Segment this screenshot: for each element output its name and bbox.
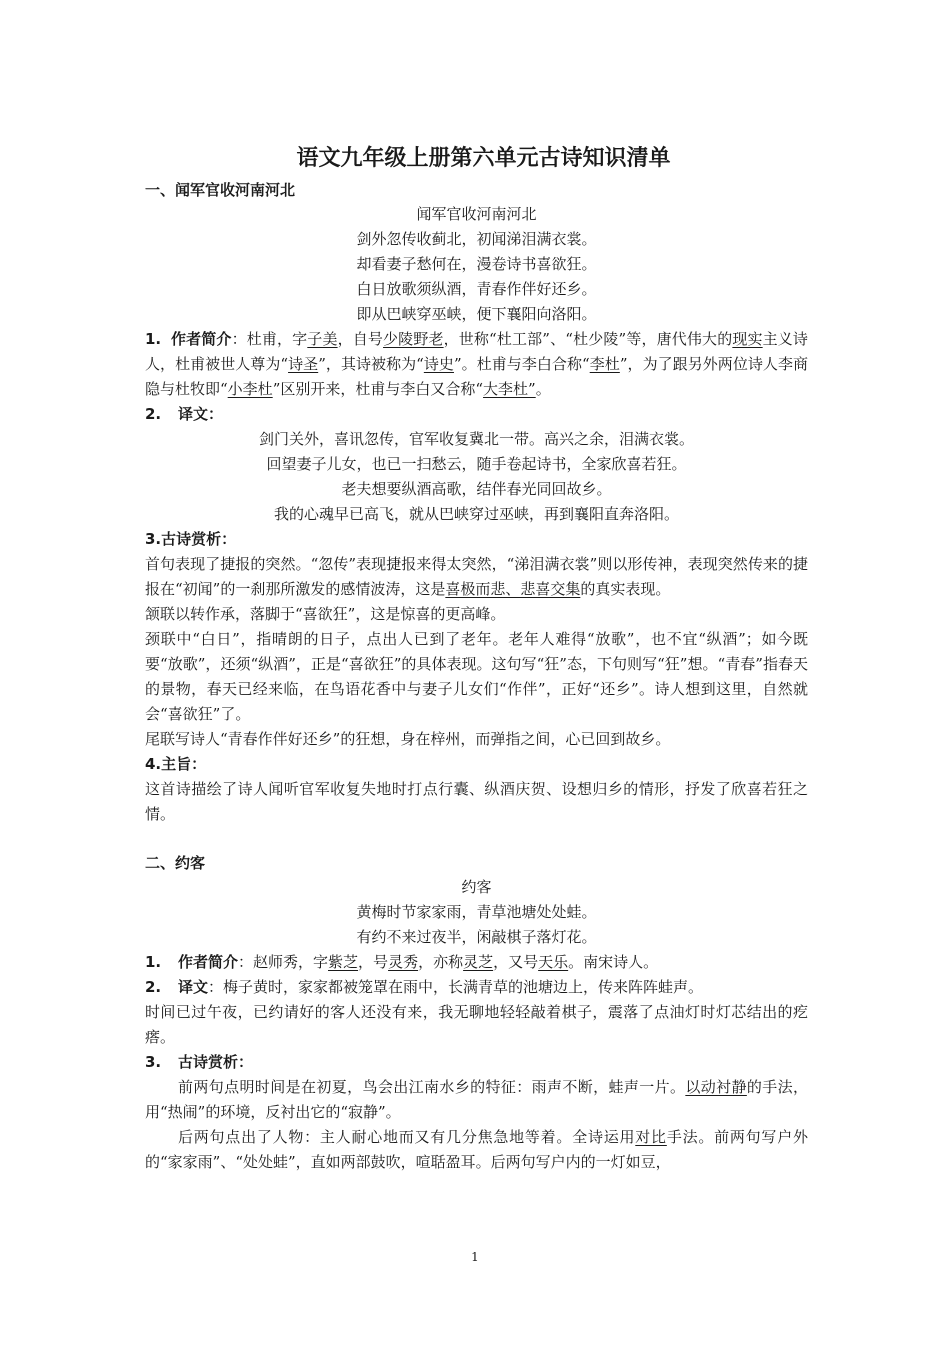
item-number: 3. <box>145 1053 162 1071</box>
poem-line: 白日放歌须纵酒，青春作伴好还乡。 <box>356 280 597 298</box>
poem-title: 闻军官收河南河北 <box>416 205 537 223</box>
theme-heading: 4.主旨： <box>145 755 207 773</box>
keyword-underlined: 以动衬静 <box>685 1078 747 1096</box>
text-run: ”，其诗被称为“ <box>318 355 424 373</box>
appreciation-paragraph: 颈联中“白日”，指晴朗的日子，点出人已到了老年。老年人难得“放歌”，也不宜“纵酒”；如今既要“放歌”，还须“纵酒”，正是“喜欲狂”的具体表现。这句写“狂”态，下句则写“狂”想。“青春”指春天的景物，春天已经来临，在鸟语花香中与妻子儿女们“作伴”，正好“还乡”。诗人想到这里，自然就会“喜欲狂”了。 <box>145 630 808 723</box>
text-run: 后两句点出了人物：主人耐心地而又有几分焦急地等着。全诗运用 <box>178 1128 636 1146</box>
text-run: 首句表现了捷报的突然。“忽传”表现捷报来得太突然，“涕泪满衣裳”则以形传神，表现突然传来的捷报在“初闻”的一刹那所激发的感情波涛，这是 <box>145 555 808 598</box>
text-run: 前两句点明时间是在初夏，鸟会出江南水乡的特征：雨声不断，蛙声一片。 <box>178 1078 686 1096</box>
author-intro-1 <box>145 327 808 402</box>
keyword-underlined: 紫芝 <box>328 953 359 971</box>
appreciation-paragraph: 尾联写诗人“青春作伴好还乡”的狂想，身在梓州，而弹指之间，心已回到故乡。 <box>145 730 671 748</box>
item-number: 2. <box>145 978 162 996</box>
translation-line: 我的心魂早已高飞，就从巴峡穿过巫峡，再到襄阳直奔洛阳。 <box>273 505 679 523</box>
text-run: ，又号 <box>493 953 539 971</box>
text-run: ：梅子黄时，家家都被笼罩在雨中，长满青草的池塘边上，传来阵阵蛙声。 <box>208 978 704 996</box>
translation-2-continued: 时间已过午夜，已约请好的客人还没有来，我无聊地轻轻敲着棋子，震落了点油灯时灯芯结出的疙瘩。 <box>145 1003 808 1046</box>
item-number: 2. <box>145 405 162 423</box>
text-run: ，世称“杜工部”、“杜少陵”等，唐代伟大的 <box>443 330 733 348</box>
text-run: ”。杜甫与李白合称“ <box>453 355 590 373</box>
page-number: 1 <box>471 1250 479 1264</box>
text-run: ： <box>238 1053 254 1071</box>
poem-line: 却看妻子愁何在，漫卷诗书喜欲狂。 <box>356 255 597 273</box>
item-number: 1. <box>145 330 162 348</box>
author-intro-2 <box>145 950 808 975</box>
section-spacer <box>145 827 808 851</box>
translation-line: 老夫想要纵酒高歌，结伴春光同回故乡。 <box>341 480 612 498</box>
keyword-underlined: 灵芝 <box>463 953 494 971</box>
keyword-underlined: 对比 <box>635 1128 667 1146</box>
poem-title: 约客 <box>461 878 492 896</box>
section-heading-2: 二、约客 <box>145 854 206 872</box>
page-title: 语文九年级上册第六单元古诗知识清单 <box>296 146 671 171</box>
text-run: ，自号 <box>337 330 384 348</box>
text-run: 的手法，用“热闹”的环境，反衬出它的“寂静”。 <box>145 1078 808 1121</box>
text-run: ：赵师秀，字 <box>238 953 329 971</box>
item-label: 译文 <box>178 978 209 996</box>
appreciation-paragraph: 颔联以转作承，落脚于“喜欲狂”，这是惊喜的更高峰。 <box>145 605 506 623</box>
poem-line: 剑外忽传收蓟北，初闻涕泪满衣裳。 <box>356 230 597 248</box>
text-run: ，亦称 <box>418 953 464 971</box>
poem-line: 即从巴峡穿巫峡，便下襄阳向洛阳。 <box>356 305 597 323</box>
keyword-underlined: 小李杜 <box>227 380 273 398</box>
text-run: 。 <box>535 380 551 398</box>
appreciation-paragraph <box>145 552 808 602</box>
translation-line: 剑门关外，喜讯忽传，官军收复冀北一带。高兴之余，泪满衣裳。 <box>258 430 694 448</box>
poem-line: 有约不来过夜半，闲敲棋子落灯花。 <box>356 928 597 946</box>
item-label: 作者简介 <box>178 953 239 971</box>
text-run: 的真实表现。 <box>580 580 671 598</box>
text-run: ：杜甫，字 <box>231 330 308 348</box>
keyword-underlined: 子美 <box>307 330 338 348</box>
poem-line: 黄梅时节家家雨，青草池塘处处蛙。 <box>356 903 597 921</box>
appreciation-heading-2 <box>145 1050 808 1075</box>
text-run: 主义诗人，杜甫被世人尊为“ <box>145 330 808 373</box>
item-label: 译文 <box>178 405 209 423</box>
keyword-underlined: 李杜 <box>589 355 620 373</box>
appreciation-heading-1: 3.古诗赏析： <box>145 530 237 548</box>
text-run: 。南宋诗人。 <box>568 953 659 971</box>
appreciation-paragraph <box>145 1075 808 1125</box>
page-content <box>145 140 808 1175</box>
keyword-underlined: 现实 <box>732 330 763 348</box>
text-run: ： <box>208 405 224 423</box>
translation-2 <box>145 975 808 1000</box>
appreciation-paragraph <box>145 1125 808 1175</box>
item-number: 1. <box>145 953 162 971</box>
item-label: 作者简介 <box>170 330 232 348</box>
keyword-underlined: 少陵野老 <box>383 330 444 348</box>
item-label: 古诗赏析 <box>178 1053 239 1071</box>
text-run: 手法。前两句写户外的“家家雨”、“处处蛙”，直如两部鼓吹，喧聒盈耳。后两句写户内的一灯如豆， <box>145 1128 808 1171</box>
text-run: ”，为了跟另外两位诗人李商隐与杜牧即“ <box>145 355 808 398</box>
keyword-underlined: 喜极而悲、悲喜交集 <box>445 580 581 598</box>
translation-1 <box>145 427 808 527</box>
keyword-underlined: 诗圣 <box>288 355 319 373</box>
poem-1 <box>145 202 808 327</box>
translation-line: 回望妻子儿女，也已一扫愁云，随手卷起诗书，全家欣喜若狂。 <box>266 455 687 473</box>
text-run: ，号 <box>358 953 389 971</box>
keyword-underlined: 灵秀 <box>388 953 419 971</box>
text-run: ”区别开来，杜甫与李白又合称“ <box>272 380 484 398</box>
section-heading-1: 一、闻军官收河南河北 <box>145 181 296 199</box>
keyword-underlined: 天乐 <box>538 953 569 971</box>
theme-text: 这首诗描绘了诗人闻听官军收复失地时打点行囊、纵酒庆贺、设想归乡的情形，抒发了欣喜若狂之情。 <box>145 780 808 823</box>
translation-heading-1 <box>145 402 808 427</box>
keyword-underlined: 诗史 <box>423 355 454 373</box>
keyword-underlined: 大李杜” <box>483 380 536 398</box>
poem-2 <box>145 875 808 950</box>
